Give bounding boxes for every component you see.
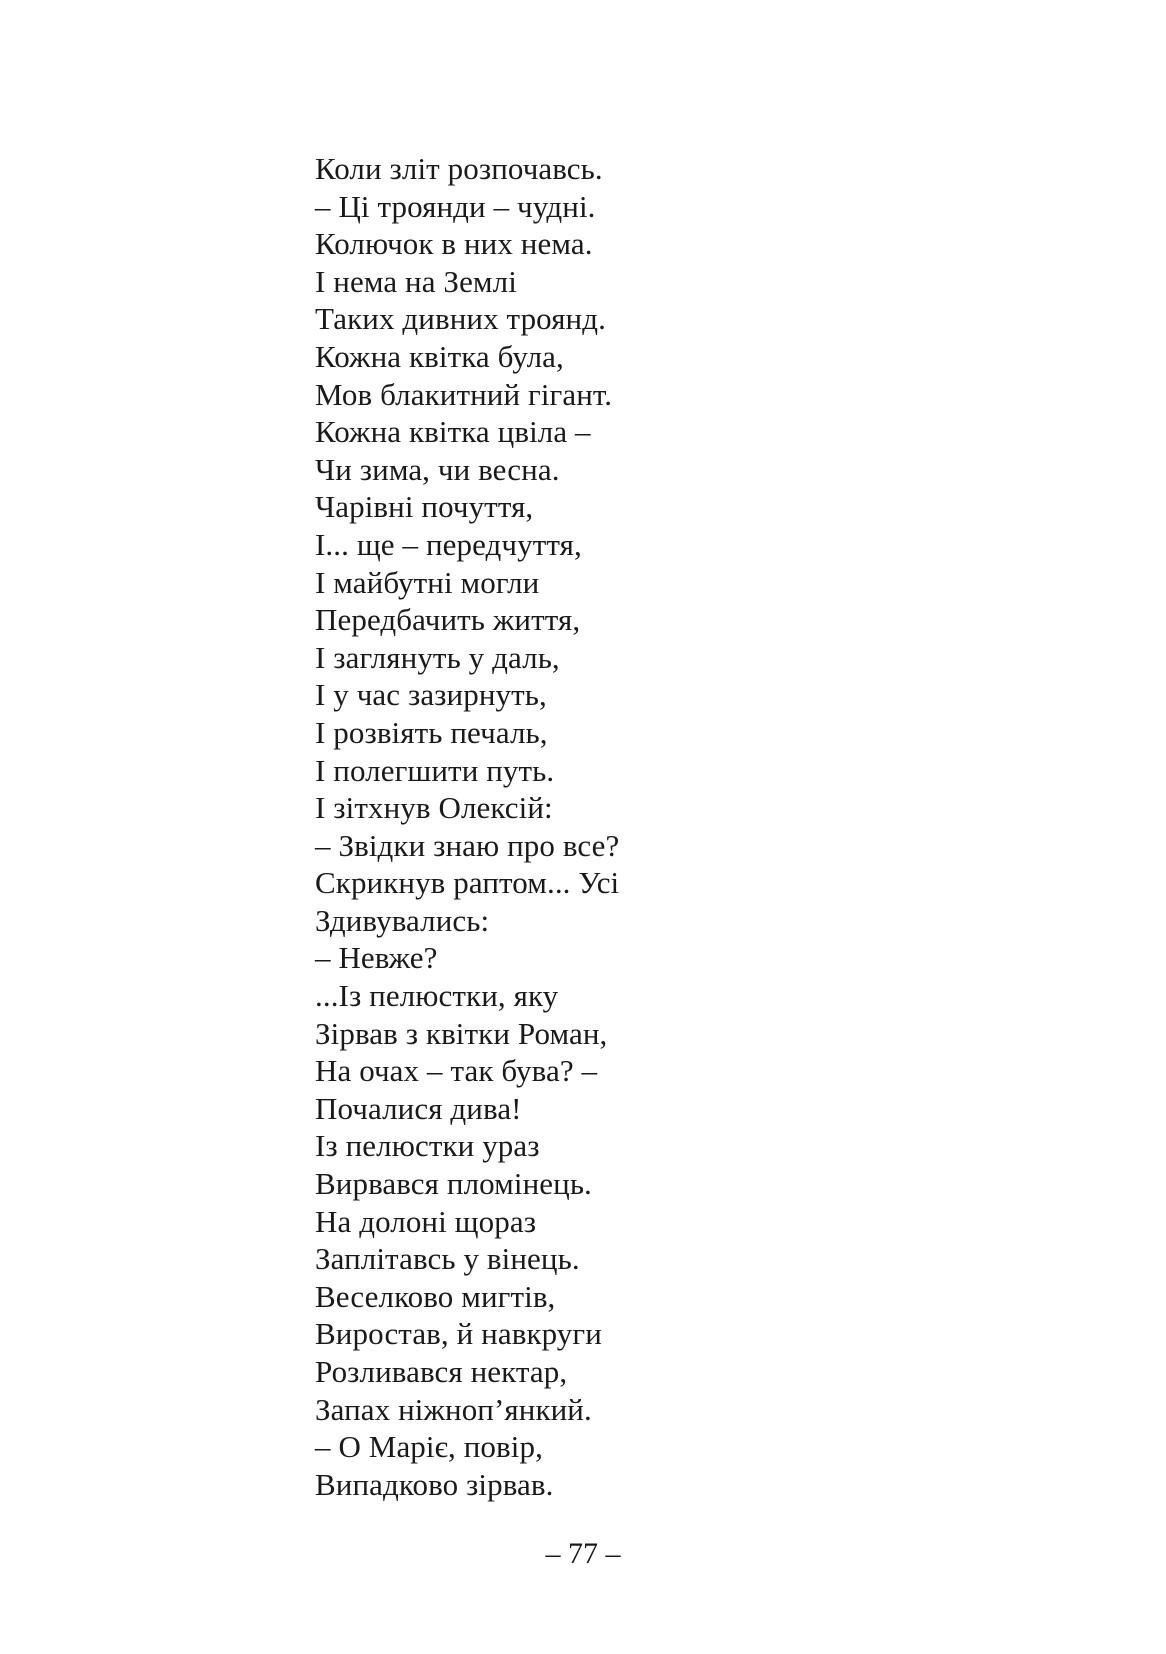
poem-line: Зірвав з квітки Роман, <box>315 1015 608 1051</box>
poem-line: Запах ніжноп’янкий. <box>315 1391 592 1427</box>
poem-line: Таких дивних троянд. <box>315 301 606 337</box>
poem-line: Чарівні почуття, <box>315 489 534 525</box>
poem-line: ...Із пелюстки, яку <box>315 978 559 1014</box>
poem-line: Виростав, й навкруги <box>315 1316 602 1352</box>
poem-line: І нема на Землі <box>315 263 517 299</box>
poem-line: Колючок в них нема. <box>315 226 593 262</box>
poem-line: Кожна квітка цвіла – <box>315 414 591 450</box>
poem-line: І розвіять печаль, <box>315 714 548 750</box>
poem-line: – О Маріє, повір, <box>315 1429 543 1465</box>
poem-text <box>315 150 619 1503</box>
poem-line: І... ще – передчуття, <box>315 526 582 562</box>
poem-line: І у час зазирнуть, <box>315 677 547 713</box>
poem-line: Чи зима, чи весна. <box>315 451 560 487</box>
poem-line: Із пелюстки ураз <box>315 1128 540 1164</box>
poem-line: Скрикнув раптом... Усі <box>315 865 620 901</box>
poem-line: На долоні щораз <box>315 1203 537 1239</box>
poem-line: І заглянуть у даль, <box>315 639 560 675</box>
poem-line: На очах – так бува? – <box>315 1053 598 1089</box>
page-number: – 77 – <box>545 1537 621 1570</box>
poem-line: Кожна квітка була, <box>315 338 564 374</box>
poem-line: Вирвався пломінець. <box>315 1166 592 1202</box>
poem-line: – Невже? <box>315 940 438 976</box>
poem-line: Розливався нектар, <box>315 1354 568 1389</box>
poem-line: Передбачить життя, <box>315 602 581 638</box>
poem-line: – Ці троянди – чудні. <box>315 188 596 224</box>
poem-line: – Звідки знаю про все? <box>315 827 620 863</box>
poem-line: І майбутні могли <box>315 564 540 600</box>
poem-line: Коли зліт розпочавсь. <box>315 151 603 186</box>
poem-line: Здивувались: <box>315 902 490 938</box>
poem-line: Почалися дива! <box>315 1090 522 1126</box>
poem-line: Мов блакитний гігант. <box>315 376 613 412</box>
poem-line: Випадково зірвав. <box>315 1466 554 1502</box>
poem-line: І полегшити путь. <box>315 752 555 788</box>
poem-line: Заплітавсь у вінець. <box>315 1241 580 1277</box>
poem-line: І зітхнув Олексій: <box>315 790 553 826</box>
poem-line: Веселково мигтів, <box>315 1278 556 1314</box>
